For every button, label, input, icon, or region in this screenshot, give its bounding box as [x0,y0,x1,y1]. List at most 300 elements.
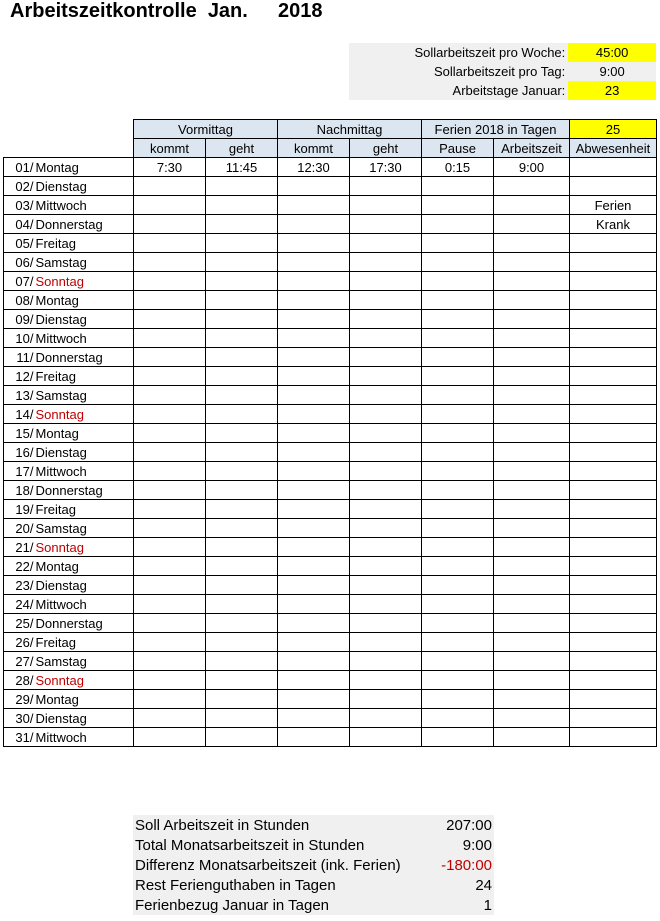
settings-row [349,81,656,100]
col-header-kommt-pm: kommt [278,139,350,158]
abwesenheit-cell[interactable] [570,500,657,519]
abwesenheit-cell[interactable] [570,405,657,424]
kommt-am-cell[interactable] [134,272,206,291]
kommt-pm-cell[interactable] [278,614,350,633]
kommt-am-cell[interactable] [134,215,206,234]
geht-pm-cell[interactable] [350,728,422,747]
pause-cell[interactable] [422,500,494,519]
header-spacer [4,139,134,158]
kommt-pm-cell[interactable] [278,690,350,709]
arbeitszeit-cell[interactable] [494,538,570,557]
arbeitszeit-cell[interactable] [494,177,570,196]
arbeitszeit-cell[interactable] [494,367,570,386]
summary-row [133,875,494,895]
kommt-pm-cell[interactable] [278,500,350,519]
kommt-am-cell[interactable] [134,348,206,367]
kommt-am-cell[interactable] [134,614,206,633]
day-number: 09/ [4,310,35,329]
abwesenheit-cell[interactable] [570,310,657,329]
abwesenheit-cell[interactable] [570,443,657,462]
geht-am-cell[interactable] [206,709,278,728]
kommt-pm-cell[interactable] [278,291,350,310]
abwesenheit-cell[interactable] [570,158,657,177]
day-number: 14/ [4,405,35,424]
kommt-am-cell[interactable] [134,481,206,500]
kommt-pm-cell[interactable]: 12:30 [278,158,350,177]
pause-cell[interactable] [422,367,494,386]
abwesenheit-cell[interactable] [570,671,657,690]
abwesenheit-cell[interactable] [570,728,657,747]
table-row [4,329,657,348]
arbeitszeit-cell[interactable] [494,196,570,215]
kommt-pm-cell[interactable] [278,557,350,576]
day-number: 04/ [4,215,35,234]
kommt-am-cell[interactable] [134,690,206,709]
day-number: 08/ [4,291,35,310]
geht-am-cell[interactable] [206,671,278,690]
geht-am-cell[interactable] [206,519,278,538]
kommt-am-cell[interactable] [134,367,206,386]
day-name: Sonntag [35,272,134,291]
geht-pm-cell[interactable] [350,614,422,633]
pause-cell[interactable] [422,614,494,633]
table-row [4,728,657,747]
arbeitszeit-cell[interactable] [494,690,570,709]
arbeitszeit-cell[interactable] [494,443,570,462]
time-table [3,119,657,747]
geht-pm-cell[interactable] [350,272,422,291]
day-name: Sonntag [35,671,134,690]
table-row [4,386,657,405]
header-row-columns [4,139,657,158]
arbeitszeit-cell[interactable] [494,481,570,500]
abwesenheit-cell[interactable] [570,595,657,614]
day-name: Samstag [35,519,134,538]
geht-pm-cell[interactable] [350,576,422,595]
geht-am-cell[interactable] [206,481,278,500]
geht-pm-cell[interactable] [350,348,422,367]
day-number: 20/ [4,519,35,538]
geht-pm-cell[interactable]: 17:30 [350,158,422,177]
kommt-pm-cell[interactable] [278,443,350,462]
abwesenheit-cell[interactable] [570,690,657,709]
geht-pm-cell[interactable] [350,709,422,728]
geht-pm-cell[interactable] [350,538,422,557]
pause-cell[interactable] [422,595,494,614]
geht-am-cell[interactable] [206,215,278,234]
kommt-am-cell[interactable] [134,329,206,348]
day-number: 26/ [4,633,35,652]
geht-am-cell[interactable] [206,196,278,215]
summary-row [133,895,494,915]
geht-am-cell[interactable] [206,291,278,310]
kommt-am-cell[interactable] [134,310,206,329]
abwesenheit-cell[interactable] [570,234,657,253]
summary-value: -180:00 [420,855,494,875]
kommt-am-cell[interactable] [134,424,206,443]
settings-label: Sollarbeitszeit pro Tag: [349,62,568,81]
kommt-am-cell[interactable] [134,405,206,424]
pause-cell[interactable] [422,576,494,595]
pause-cell[interactable] [422,329,494,348]
kommt-pm-cell[interactable] [278,272,350,291]
pause-cell[interactable] [422,291,494,310]
arbeitszeit-cell[interactable] [494,424,570,443]
pause-cell[interactable] [422,519,494,538]
pause-cell[interactable] [422,633,494,652]
kommt-pm-cell[interactable] [278,538,350,557]
geht-am-cell[interactable] [206,576,278,595]
ferien-days-cell[interactable]: 25 [570,120,657,139]
day-number: 16/ [4,443,35,462]
kommt-pm-cell[interactable] [278,348,350,367]
arbeitszeit-cell[interactable] [494,671,570,690]
geht-pm-cell[interactable] [350,177,422,196]
day-name: Donnerstag [35,215,134,234]
abwesenheit-cell[interactable] [570,367,657,386]
kommt-pm-cell[interactable] [278,329,350,348]
abwesenheit-cell[interactable]: Ferien [570,196,657,215]
arbeitszeit-cell[interactable] [494,462,570,481]
arbeitszeit-cell[interactable] [494,215,570,234]
geht-am-cell[interactable] [206,690,278,709]
settings-value[interactable]: 45:00 [568,43,656,62]
summary-row [133,855,494,875]
day-name: Montag [35,291,134,310]
geht-am-cell[interactable] [206,443,278,462]
abwesenheit-cell[interactable] [570,652,657,671]
geht-pm-cell[interactable] [350,557,422,576]
table-row [4,709,657,728]
day-number: 05/ [4,234,35,253]
geht-am-cell[interactable] [206,253,278,272]
kommt-pm-cell[interactable] [278,481,350,500]
geht-am-cell[interactable] [206,310,278,329]
day-name: Donnerstag [35,614,134,633]
arbeitszeit-cell[interactable] [494,557,570,576]
kommt-am-cell[interactable] [134,291,206,310]
kommt-am-cell[interactable] [134,386,206,405]
kommt-pm-cell[interactable] [278,386,350,405]
kommt-pm-cell[interactable] [278,196,350,215]
day-number: 30/ [4,709,35,728]
table-row [4,614,657,633]
geht-am-cell[interactable] [206,652,278,671]
geht-am-cell[interactable] [206,614,278,633]
abwesenheit-cell[interactable] [570,519,657,538]
kommt-am-cell[interactable] [134,652,206,671]
arbeitszeit-cell[interactable]: 9:00 [494,158,570,177]
kommt-pm-cell[interactable] [278,595,350,614]
kommt-pm-cell[interactable] [278,633,350,652]
geht-pm-cell[interactable] [350,310,422,329]
pause-cell[interactable] [422,671,494,690]
kommt-am-cell[interactable] [134,177,206,196]
arbeitszeit-cell[interactable] [494,652,570,671]
geht-pm-cell[interactable] [350,481,422,500]
day-number: 28/ [4,671,35,690]
table-row [4,671,657,690]
geht-am-cell[interactable] [206,462,278,481]
abwesenheit-cell[interactable] [570,272,657,291]
geht-pm-cell[interactable] [350,196,422,215]
abwesenheit-cell[interactable] [570,462,657,481]
kommt-pm-cell[interactable] [278,671,350,690]
geht-am-cell[interactable] [206,595,278,614]
kommt-pm-cell[interactable] [278,310,350,329]
pause-cell[interactable] [422,462,494,481]
kommt-pm-cell[interactable] [278,709,350,728]
geht-am-cell[interactable] [206,272,278,291]
abwesenheit-cell[interactable]: Krank [570,215,657,234]
kommt-am-cell[interactable] [134,557,206,576]
table-row [4,633,657,652]
header-vormittag: Vormittag [134,120,278,139]
kommt-pm-cell[interactable] [278,215,350,234]
summary-value: 24 [420,875,494,895]
geht-am-cell[interactable] [206,329,278,348]
summary-label: Rest Ferienguthaben in Tagen [133,875,420,895]
table-row [4,557,657,576]
pause-cell[interactable] [422,405,494,424]
col-header-geht-pm: geht [350,139,422,158]
geht-am-cell[interactable] [206,500,278,519]
arbeitszeit-cell[interactable] [494,291,570,310]
geht-pm-cell[interactable] [350,595,422,614]
summary-value: 1 [420,895,494,915]
kommt-am-cell[interactable] [134,253,206,272]
geht-am-cell[interactable] [206,728,278,747]
geht-pm-cell[interactable] [350,405,422,424]
kommt-pm-cell[interactable] [278,177,350,196]
kommt-am-cell[interactable] [134,196,206,215]
abwesenheit-cell[interactable] [570,177,657,196]
pause-cell[interactable] [422,177,494,196]
pause-cell[interactable] [422,215,494,234]
settings-value[interactable]: 23 [568,81,656,100]
kommt-am-cell[interactable] [134,671,206,690]
day-name: Mittwoch [35,462,134,481]
arbeitszeit-cell[interactable] [494,500,570,519]
summary-value: 9:00 [420,835,494,855]
pause-cell[interactable] [422,253,494,272]
kommt-pm-cell[interactable] [278,576,350,595]
table-row [4,690,657,709]
abwesenheit-cell[interactable] [570,386,657,405]
kommt-am-cell[interactable] [134,728,206,747]
title-text: Arbeitszeitkontrolle Jan. [10,0,248,22]
col-header-abwesenheit: Abwesenheit [570,139,657,158]
arbeitszeit-cell[interactable] [494,405,570,424]
pause-cell[interactable] [422,557,494,576]
arbeitszeit-cell[interactable] [494,595,570,614]
pause-cell[interactable] [422,310,494,329]
day-number: 12/ [4,367,35,386]
kommt-am-cell[interactable] [134,443,206,462]
kommt-pm-cell[interactable] [278,462,350,481]
abwesenheit-cell[interactable] [570,253,657,272]
title-year: 2018 [278,0,323,22]
kommt-am-cell[interactable] [134,234,206,253]
day-number: 29/ [4,690,35,709]
table-row [4,367,657,386]
day-number: 03/ [4,196,35,215]
pause-cell[interactable] [422,196,494,215]
summary-value: 207:00 [420,815,494,835]
summary-label: Ferienbezug Januar in Tagen [133,895,420,915]
geht-am-cell[interactable] [206,557,278,576]
pause-cell[interactable] [422,481,494,500]
arbeitszeit-cell[interactable] [494,614,570,633]
abwesenheit-cell[interactable] [570,291,657,310]
pause-cell[interactable] [422,709,494,728]
kommt-pm-cell[interactable] [278,253,350,272]
geht-pm-cell[interactable] [350,633,422,652]
arbeitszeit-cell[interactable] [494,576,570,595]
day-number: 07/ [4,272,35,291]
table-row [4,652,657,671]
geht-pm-cell[interactable] [350,424,422,443]
geht-pm-cell[interactable] [350,215,422,234]
kommt-am-cell[interactable]: 7:30 [134,158,206,177]
arbeitszeit-cell[interactable] [494,253,570,272]
arbeitszeit-cell[interactable] [494,386,570,405]
table-row [4,405,657,424]
arbeitszeit-cell[interactable] [494,348,570,367]
abwesenheit-cell[interactable] [570,557,657,576]
table-row [4,576,657,595]
pause-cell[interactable]: 0:15 [422,158,494,177]
pause-cell[interactable] [422,234,494,253]
pause-cell[interactable] [422,443,494,462]
table-row [4,538,657,557]
kommt-am-cell[interactable] [134,709,206,728]
geht-am-cell[interactable] [206,633,278,652]
geht-pm-cell[interactable] [350,443,422,462]
geht-am-cell[interactable] [206,386,278,405]
kommt-am-cell[interactable] [134,633,206,652]
geht-pm-cell[interactable] [350,671,422,690]
arbeitszeit-cell[interactable] [494,633,570,652]
day-number: 15/ [4,424,35,443]
geht-am-cell[interactable] [206,538,278,557]
arbeitszeit-cell[interactable] [494,709,570,728]
day-name: Donnerstag [35,348,134,367]
abwesenheit-cell[interactable] [570,633,657,652]
abwesenheit-cell[interactable] [570,329,657,348]
day-number: 06/ [4,253,35,272]
pause-cell[interactable] [422,652,494,671]
pause-cell[interactable] [422,272,494,291]
geht-pm-cell[interactable] [350,462,422,481]
geht-pm-cell[interactable] [350,329,422,348]
abwesenheit-cell[interactable] [570,424,657,443]
table-row [4,443,657,462]
table-row [4,481,657,500]
abwesenheit-cell[interactable] [570,481,657,500]
arbeitszeit-cell[interactable] [494,272,570,291]
day-name: Montag [35,690,134,709]
geht-am-cell[interactable] [206,367,278,386]
abwesenheit-cell[interactable] [570,614,657,633]
pause-cell[interactable] [422,348,494,367]
summary-table [133,815,494,915]
geht-am-cell[interactable] [206,405,278,424]
settings-row [349,43,656,62]
table-row [4,196,657,215]
pause-cell[interactable] [422,728,494,747]
kommt-am-cell[interactable] [134,538,206,557]
kommt-am-cell[interactable] [134,462,206,481]
summary-row [133,835,494,855]
day-number: 18/ [4,481,35,500]
day-name: Dienstag [35,576,134,595]
arbeitszeit-cell[interactable] [494,234,570,253]
kommt-pm-cell[interactable] [278,405,350,424]
geht-pm-cell[interactable] [350,500,422,519]
pause-cell[interactable] [422,690,494,709]
table-row [4,462,657,481]
arbeitszeit-cell[interactable] [494,519,570,538]
geht-pm-cell[interactable] [350,253,422,272]
kommt-am-cell[interactable] [134,500,206,519]
abwesenheit-cell[interactable] [570,538,657,557]
geht-am-cell[interactable] [206,234,278,253]
geht-am-cell[interactable]: 11:45 [206,158,278,177]
abwesenheit-cell[interactable] [570,576,657,595]
pause-cell[interactable] [422,386,494,405]
kommt-am-cell[interactable] [134,576,206,595]
day-number: 25/ [4,614,35,633]
table-row [4,272,657,291]
kommt-pm-cell[interactable] [278,234,350,253]
kommt-pm-cell[interactable] [278,728,350,747]
settings-value[interactable]: 9:00 [568,62,656,81]
day-name: Mittwoch [35,329,134,348]
header-row-periods [4,120,657,139]
geht-pm-cell[interactable] [350,690,422,709]
kommt-pm-cell[interactable] [278,519,350,538]
day-name: Freitag [35,633,134,652]
day-name: Sonntag [35,405,134,424]
kommt-pm-cell[interactable] [278,652,350,671]
arbeitszeit-cell[interactable] [494,728,570,747]
geht-am-cell[interactable] [206,424,278,443]
pause-cell[interactable] [422,538,494,557]
arbeitszeit-cell[interactable] [494,329,570,348]
day-number: 02/ [4,177,35,196]
kommt-pm-cell[interactable] [278,367,350,386]
day-number: 13/ [4,386,35,405]
geht-pm-cell[interactable] [350,652,422,671]
geht-pm-cell[interactable] [350,367,422,386]
geht-pm-cell[interactable] [350,519,422,538]
arbeitszeit-cell[interactable] [494,310,570,329]
geht-pm-cell[interactable] [350,386,422,405]
geht-pm-cell[interactable] [350,291,422,310]
table-row [4,253,657,272]
kommt-pm-cell[interactable] [278,424,350,443]
abwesenheit-cell[interactable] [570,348,657,367]
geht-am-cell[interactable] [206,348,278,367]
pause-cell[interactable] [422,424,494,443]
day-number: 23/ [4,576,35,595]
kommt-am-cell[interactable] [134,595,206,614]
geht-am-cell[interactable] [206,177,278,196]
geht-pm-cell[interactable] [350,234,422,253]
kommt-am-cell[interactable] [134,519,206,538]
abwesenheit-cell[interactable] [570,709,657,728]
